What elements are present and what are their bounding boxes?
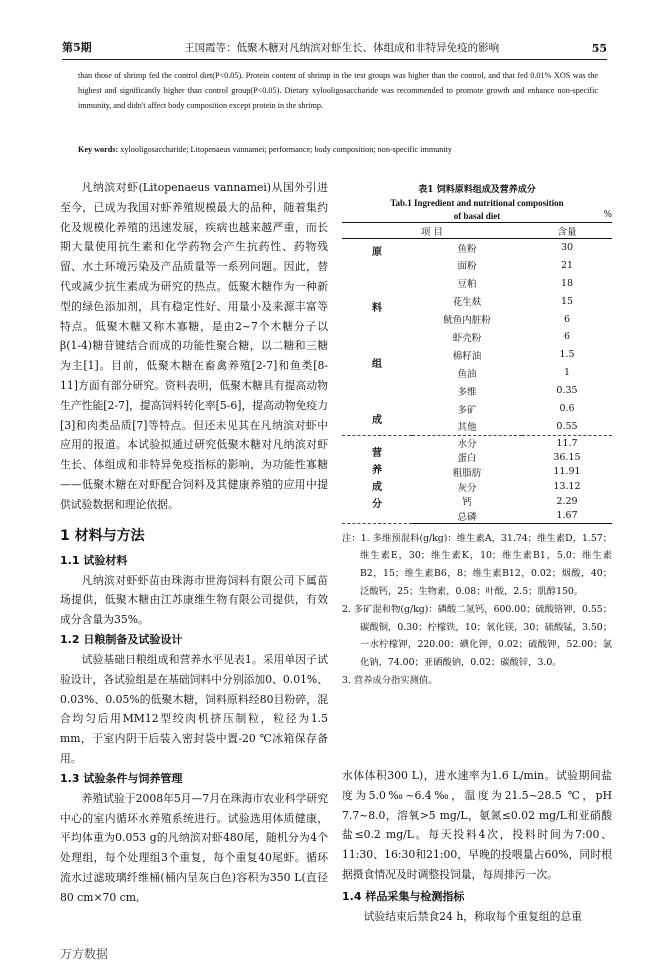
table-row <box>342 436 612 451</box>
item-value: 11.91 <box>553 466 581 478</box>
col-header-content: 含量 <box>522 223 612 239</box>
item-name: 总磷 <box>412 508 522 523</box>
subsection-heading-1-4: 1.4 样品采集与检测指标 <box>342 889 465 903</box>
item-name: 水分 <box>457 439 477 451</box>
subsection-text-1-3-continued: 水体体积300 L)，进水速率为1.6 L/min。试验期间盐度为5.0‰~6.4‰，温度为21.5~28.5 ℃，pH 7.7~8.0，溶氧>5 mg/L，氨氮≤0.02 mg/L和亚硝酸盐≤0.2 mg/L。每天投料4次，投料时间为7:00、11:30、16:30和21:00，早晚的投喂量占60%，同时根据摄食情况及时调整投饲量，每周排污一次。 <box>342 769 612 881</box>
table-note: 2. 多矿混和物(g/kg)：磷酸二氢钙，600.00；硫酸铬钾，0.55；碳酸铜，0.30；柠檬铁，10；氧化镁，30；硫酸锰，3.50；一水柠檬钾，220.00；碘化钾，0.02；硫酸钾，52.00；氯化钠，74.00；亚硒酸钠，0.02；碳酸锌，3.0。 <box>342 603 612 669</box>
running-title: 王国霞等：低聚木糖对凡纳滨对虾生长、体组成和非特异免疫的影响 <box>184 42 500 54</box>
subsection-text-1-1: 凡纳滨对虾虾苗由珠海市世海饲料有限公司下属苗场提供，低聚木糖由江苏康维生物有限公司提供，有效成分含量为35%。 <box>60 573 328 627</box>
table-1 <box>342 184 612 690</box>
item-name: 鱿鱼内脏粉 <box>443 315 491 327</box>
item-value: 1.67 <box>522 508 612 523</box>
item-name: 鱼油 <box>457 368 477 380</box>
col-header-item: 项 目 <box>342 223 522 239</box>
group-label: 原 料 组 成 <box>342 239 412 436</box>
ingredient-table <box>342 222 612 524</box>
keywords-text: xylooligosaccharide; Litopenaeus vannamei; performance; body composition; non-specific immunity <box>118 145 453 154</box>
item-value: 1.5 <box>559 349 575 361</box>
item-name: 鱼粉 <box>457 243 477 255</box>
item-value: 1 <box>563 367 571 379</box>
subsection-text-1-4: 试验结束后禁食24 h，称取每个重复组的总重 <box>363 909 583 923</box>
item-name: 钙 <box>462 497 472 509</box>
group-label: 营 养 成 分 <box>342 436 412 524</box>
item-name: 面粉 <box>457 261 477 273</box>
item-value: 6 <box>563 331 571 343</box>
table-title-en: Tab.1 Ingredient and nutritional composition <box>390 198 564 208</box>
table-title-cn: 表1 饲料原料组成及营养成分 <box>418 185 536 195</box>
page-header <box>62 38 607 60</box>
subsection-heading-1-1: 1.1 试验材料 <box>60 553 128 567</box>
item-name: 花生麸 <box>452 297 482 309</box>
table-unit: % <box>603 210 612 220</box>
right-column-text <box>342 766 612 927</box>
item-name: 棉籽油 <box>452 350 482 362</box>
section-heading-materials: 1 材料与方法 <box>60 527 145 544</box>
item-value: 0.6 <box>559 403 575 415</box>
table-note: 3. 营养成分指实测值。 <box>342 674 438 686</box>
item-value: 6 <box>563 313 571 325</box>
item-value: 13.12 <box>553 481 581 493</box>
subsection-heading-1-3: 1.3 试验条件与饲养管理 <box>60 771 183 785</box>
item-name: 蛋白 <box>457 453 477 465</box>
item-value: 0.55 <box>522 418 612 436</box>
item-value: 18 <box>560 277 574 289</box>
keywords-label: Key words: <box>78 145 119 154</box>
item-name: 豆粕 <box>457 279 477 291</box>
item-value: 15 <box>560 295 574 307</box>
subsection-text-1-2: 试验基础日粮组成和营养水平见表1。采用单因子试验设计，各试验组是在基础饲料中分别添加0、0.01%、0.03%、0.05%的低聚木糖，饲料原料经80目粉碎，混合均匀后用MM12型绞肉机挤压制粒，粒径为1.5 mm，于室内阴干后装入密封袋中置-20 ℃冰箱保存备用。 <box>60 652 328 765</box>
item-value: 30 <box>560 242 574 254</box>
item-value: 2.29 <box>556 495 578 507</box>
item-name: 多矿 <box>457 404 477 416</box>
english-abstract: than those of shrimp fed the control diet(P<0.05). Protein content of shrimp in the test groups was higher than the control, and that fed 0.01% XOS was the highest and significantly higher than control group(P<0.05). Dietary xylooligosaccharide was recommended to promote growth and enhance non-specific immunity, and didn't affect body composition except protein in the shrimp. <box>78 71 598 110</box>
table-body <box>342 239 612 524</box>
item-name: 灰分 <box>457 482 477 494</box>
left-column <box>60 178 328 908</box>
item-name: 粗脂肪 <box>452 467 482 479</box>
item-value: 36.15 <box>553 451 581 463</box>
table-row <box>342 239 612 257</box>
item-name: 虾壳粉 <box>452 332 482 344</box>
keywords <box>78 143 598 157</box>
table-note: 注：1. 多维预混料(g/kg)：维生素A，31.74；维生素D，1.57；维生素E，30；维生素K，10；维生素B1，5.0；维生素B2，15；维生素B6，8；维生素B12，0.02；烟酸，40；泛酸钙，25；生物素，0.08；叶酸，2.5；肌醇150。 <box>342 532 612 597</box>
subsection-heading-1-2: 1.2 日粮制备及试验设计 <box>60 632 183 646</box>
watermark: 万方数据 <box>60 947 109 961</box>
item-value: 11.7 <box>556 437 578 449</box>
table-header-row <box>342 223 612 239</box>
issue-number: 第5期 <box>62 41 92 54</box>
item-name: 其他 <box>412 418 522 436</box>
table-notes <box>342 530 612 690</box>
item-value: 21 <box>560 259 574 271</box>
intro-paragraph: 凡纳滨对虾(Litopenaeus vannamei)从国外引进至今，已成为我国对虾养殖规模最大的品种，随着集约化及规模化养殖的迅速发展，疾病也越来越严重，而长期大量使用抗生素和化学药物会产生抗药性、药物残留、水土环境污染及产品质量等一系列问题。因此，替代或减少抗生素成为研究的热点。低聚木糖作为一种新型的绿色添加剂，具有稳定性好、用量小及来源丰富等特点。低聚木糖又称木寡糖，是由2~7个木糖分子以β(1-4)糖苷键结合而成的功能性聚合糖，以二糖和三糖为主[1]。目前，低聚木糖在畜禽养殖[2-7]和鱼类[8-11]方面有部分研究。资料表明，低聚木糖具有提高动物生产性能[2-7]，提高饲料转化率[5-6]，提高动物免疫力[3]和肉类品质[7]等特点。但还未见其在凡纳滨对虾中应用的报道。本试验拟通过研究低聚木糖对凡纳滨对虾生长、体组成和非特异免疫指标的影响，为功能性寡糖——低聚木糖在对虾配合饲料及其健康养殖的应用中提供试验数据和理论依据。 <box>60 181 328 511</box>
page-number: 55 <box>591 42 607 55</box>
item-name: 多维 <box>457 386 477 398</box>
table-title-en-2: of basal diet <box>453 211 501 221</box>
subsection-text-1-3: 养殖试验于2008年5月—7月在珠海市农业科学研究中心的室内循环水养殖系统进行。试验选用体质健康，平均体重为0.053 g的凡纳滨对虾480尾，随机分为4个处理组，每个处理组3个重复，每个重复40尾虾。循环流水过滤玻璃纤维桶(桶内呈灰白色)容积为350 L(直径80 cm×70 cm, <box>60 791 328 904</box>
item-value: 0.35 <box>556 385 578 397</box>
